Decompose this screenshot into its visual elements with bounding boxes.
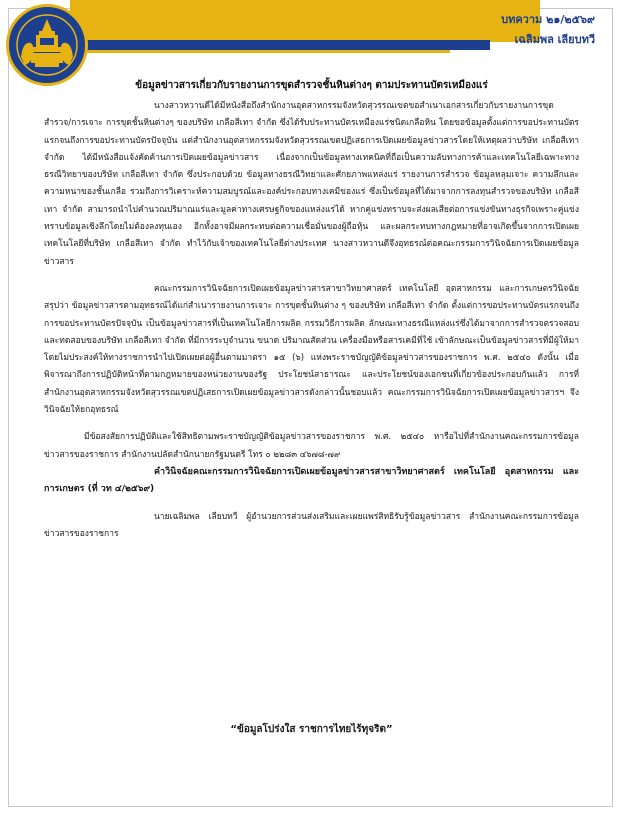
ruling-title: คำวินิจฉัยคณะกรรมการวินิจฉัยการเปิดเผยข้อมูลข่าวสารสาขาวิทยาศาสตร์ เทคโนโลยี อุตสาหกรรม และการเกษตร (ที่ วท ๔/๒๕๖๙) [44, 466, 579, 495]
ministry-emblem-icon [6, 4, 88, 86]
header-blue-stripe [70, 40, 490, 50]
paragraph-decision: คณะกรรมการวินิจฉัยการเปิดเผยข้อมูลข่าวสารสาขาวิทยาศาสตร์ เทคโนโลยี อุตสาหกรรม และการเกษตรวินิจฉัยสรุปว่า ข้อมูลข่าวสารตามอุทธรณ์ได้แก่สำเนารายงานการเจาะ การขุดชั้นหินต่าง ๆ ของบริษัท เกลือสีเทา จำกัด ตั้งแต่การขอประทานบัตรแรกจนถึงการขอประทานบัตรปัจจุบัน เป็นข้อมูลข่าวสารที่เป็นเทคโนโลยีการผลิต กรรมวิธีการผลิต ลักษณะทางธรณีแหล่งแร่ซึ่งได้มาจากการสำรวจตรวจสอบและทดสอบของบริษัท เกลือสีเทา จำกัด ที่มีการระบุจำนวน ขนาด ปริมาณสัดส่วน เครื่องมือหรือสารเคมีที่ใช้ เข้าลักษณะเป็นข้อมูลข่าวสารที่มีผู้ให้มาโดยไม่ประสงค์ให้ทางราชการนำไปเปิดเผยต่อผู้อื่นตามมาตรา ๑๕ (๖) แห่งพระราชบัญญัติข้อมูลข่าวสารของราชการ พ.ศ. ๒๕๔๐ ดังนั้น เมื่อพิจารณาถึงการปฏิบัติหน้าที่ตามกฎหมายของหน่วยงานของรัฐ ประโยชน์สาธารณะ และประโยชน์ของเอกชนที่เกี่ยวข้องประกอบกันแล้ว การที่สำนักงานอุตสาหกรรมจังหวัดสุวรรณเขตปฏิเสธการเปิดเผยข้อมูลข่าวสารดังกล่าวนั้นชอบแล้ว คณะกรรมการวินิจฉัยการเปิดเผยข้อมูลข่าวสารฯ จึงวินิจฉัยให้ยกอุทธรณ์ [44, 283, 579, 416]
article-meta [501, 10, 595, 50]
slogan: “ข้อมูลโปร่งใส ราชการไทยไร้ทุจริต” [230, 724, 393, 735]
paragraph-background: นางสาวหวานดีได้มีหนังสือถึงสำนักงานอุตสาหกรรมจังหวัดสุวรรณเขตขอสำเนาเอกสารเกี่ยวกับรายงานการขุดสำรวจ/การเจาะ การขุดชั้นหินต่างๆ ของบริษัท เกลือสีเทา จำกัด ซึ่งได้รับประทานบัตรเหมืองแร่ชนิดเกลือหิน โดยขอข้อมูลตั้งแต่การขอประทานบัตรแรกจนถึงการขอประทานบัตรปัจจุบัน แต่สำนักงานอุตสาหกรรมจังหวัดสุวรรณเขตปฏิเสธการเปิดเผยข้อมูลข่าวสารโดยให้เหตุผลว่าบริษัท เกลือสีเทา จำกัด ได้มีหนังสือแจ้งคัดค้านการเปิดเผยข้อมูลข่าวสาร เนื่องจากเป็นข้อมูลทางเทคนิคที่ถือเป็นความลับทางการค้าและเทคโนโลยีเฉพาะทางธรณีวิทยาของบริษัท เกลือสีเทา จำกัด ซึ่งประกอบด้วย ข้อมูลทางธรณีวิทยาและศักยภาพแหล่งแร่ รายงานการสำรวจ ข้อมูลหลุมเจาะ ความลึกและความหนาของชั้นเกลือ รวมถึงการวิเคราะห์ความสมบูรณ์และองค์ประกอบทางเคมีของแร่ ซึ่งเป็นข้อมูลที่ได้มาจากการลงทุนสำรวจของบริษัท เกลือสีเทา จำกัด สามารถนำไปคำนวณปริมาณแร่และมูลค่าทางเศรษฐกิจของแหล่งแร่ได้ หากคู่แข่งทราบจะส่งผลเสียต่อการแข่งขันทางธุรกิจเพราะคู่แข่งทราบข้อมูลเชิงลึกโดยไม่ต้องลงทุนเอง อีกทั้งอาจมีผลกระทบต่อความเชื่อมั่นของผู้ถือหุ้น และผลกระทบทางกฎหมายที่อาจเกิดขึ้นจากการเปิดเผยเทคโนโลยีที่บริษัท เกลือสีเทา จำกัด ทำไว้กับเจ้าของเทคโนโลยีต่างประเทศ นางสาวหวานดีจึงอุทธรณ์ต่อคณะกรรมการวินิจฉัยการเปิดเผยข้อมูลข่าวสาร [44, 101, 579, 267]
header-gold-stripe [70, 0, 540, 42]
article-author: เฉลิมพล เลียบทวี [514, 33, 595, 46]
document-body [44, 98, 579, 553]
header-gold-line [70, 50, 450, 53]
paragraph-contact: มีข้อสงสัยการปฏิบัติและใช้สิทธิตามพระราชบัญญัติข้อมูลข่าวสารของราชการ พ.ศ. ๒๕๔๐ หารือไปที่สำนักงานคณะกรรมการข้อมูลข่าวสารของราชการ สำนักงานปลัดสำนักนายกรัฐมนตรี โทร ๐ ๒๒๘๓ ๔๖๗๘-๗๙ [44, 432, 579, 460]
ruling-author: นายเฉลิมพล เลียบทวี ผู้อำนวยการส่วนส่งเสริมและเผยแพร่สิทธิรับรู้ข้อมูลข่าวสาร สำนักงานคณะกรรมการข้อมูลข่าวสารของราชการ [44, 511, 579, 539]
article-number: บทความ ๒๑/๒๕๖๙ [501, 13, 595, 26]
document-title: ข้อมูลข่าวสารเกี่ยวกับรายงานการขุดสำรวจชั้นหินต่างๆ ตามประทานบัตรเหมืองแร่ [135, 80, 488, 91]
